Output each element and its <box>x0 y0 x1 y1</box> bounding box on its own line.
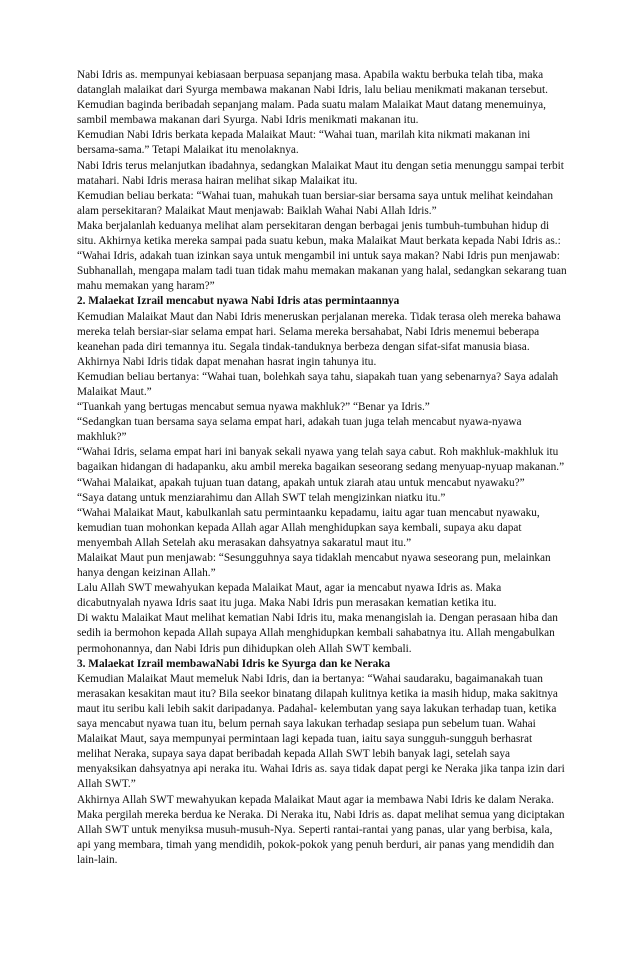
paragraph: Malaikat Maut pun menjawab: “Sesungguhnya saya tidaklah mencabut nyawa seseorang pun, melainkan hanya dengan keizinan Allah.” <box>77 552 551 580</box>
paragraph: Kemudian Nabi Idris berkata kepada Malaikat Maut: “Wahai tuan, marilah kita nikmati makanan ini bersama-sama.” Tetapi Malaikat itu menolaknya. <box>77 129 531 157</box>
paragraph: Kemudian beliau berkata: “Wahai tuan, mahukah tuan bersiar-siar bersama saya untuk melihat keindahan alam persekitaran? Malaikat Maut menjawab: Baiklah Wahai Nabi Allah Idris.” <box>77 189 553 217</box>
paragraph: “Wahai Malaikat, apakah tujuan tuan datang, apakah untuk ziarah atau untuk mencabut nyawaku?” <box>77 476 525 489</box>
paragraph: Akhirnya Allah SWT mewahyukan kepada Malaikat Maut agar ia membawa Nabi Idris ke dalam Neraka. Maka pergilah mereka berdua ke Neraka. Di Neraka itu, Nabi Idris as. dapat melihat semua yang diciptakan Allah SWT untuk menyiksa musuh-musuh-Nya. Seperti rantai-rantai yang panas, ular yang berbisa, kala, api yang membara, timah yang mendidih, pokok-pokok yang penuh berduri, air panas yang mendidih dan lain-lain. <box>77 793 565 866</box>
paragraph: Kemudian Malaikat Maut memeluk Nabi Idris, dan ia bertanya: “Wahai saudaraku, bagaimanakah tuan merasakan kesakitan maut itu? Bila seekor binatang dilapah kulitnya ketika ia masih hidup, maka sakitnya maut itu seribu kali lebih sakit daripadanya. Padahal- kelembutan yang saya lakukan terhadap tuan, ketika saya mencabut nyawa tuan itu, belum pernah saya lakukan terhadap sesiapa pun sebelum tuan. Wahai Malaikat Maut, saya mempunyai permintaan lagi kepada tuan, iaitu saya sungguh-sungguh berhasrat melihat Neraka, supaya saya dapat beribadah kepada Allah SWT lebih banyak lagi, setelah saya menyaksikan dahsyatnya api neraka itu. Wahai Idris as. saya tidak dapat pergi ke Neraka jika tanpa izin dari Allah SWT.” <box>77 672 565 791</box>
paragraph: Nabi Idris terus melanjutkan ibadahnya, sedangkan Malaikat Maut itu dengan setia menunggu sampai terbit matahari. Nabi Idris merasa hairan melihat sikap Malaikat itu. <box>77 159 564 187</box>
paragraph: Nabi Idris as. mempunyai kebiasaan berpuasa sepanjang masa. Apabila waktu berbuka telah tiba, maka datanglah malaikat dari Syurga membawa makanan Nabi Idris, lalu beliau menikmati makanan tersebut. <box>77 69 548 97</box>
section-heading-3: 3. Malaekat Izrail membawaNabi Idris ke Syurga dan ke Neraka <box>77 657 391 670</box>
paragraph: Maka berjalanlah keduanya melihat alam persekitaran dengan berbagai jenis tumbuh-tumbuhan hidup di situ. Akhirnya ketika mereka sampai pada suatu kebun, maka Malaikat Maut berkata kepada Nabi Idris as.: “Wahai Idris, adakah tuan izinkan saya untuk mengambil ini untuk saya makan? Nabi Idris pun menjawab: Subhanallah, mengapa malam tadi tuan tidak mahu memakan makanan yang halal, sedangkan sekarang tuan mahu memakan yang haram?” <box>77 219 567 293</box>
paragraph: Lalu Allah SWT mewahyukan kepada Malaikat Maut, agar ia mencabut nyawa Idris as. Maka dicabutnyalah nyawa Idris saat itu juga. Maka Nabi Idris pun merasakan kematian ketika itu. <box>77 582 502 610</box>
paragraph: Di waktu Malaikat Maut melihat kematian Nabi Idris itu, maka menangislah ia. Dengan perasaan hiba dan sedih ia bermohon kepada Allah supaya Allah menghidupkan kembali sahabatnya itu. Allah mengabulkan permohonannya, dan Nabi Idris pun dihidupkan oleh Allah SWT kembali. <box>77 612 558 655</box>
paragraph: Kemudian beliau bertanya: “Wahai tuan, bolehkah saya tahu, siapakah tuan yang sebenarnya? Saya adalah Malaikat Maut.” <box>77 370 559 398</box>
paragraph: “Saya datang untuk menziarahimu dan Allah SWT telah mengizinkan niatku itu.” <box>77 491 446 504</box>
paragraph: “Tuankah yang bertugas mencabut semua nyawa makhluk?” “Benar ya Idris.” <box>77 401 430 414</box>
section-heading-2: 2. Malaekat Izrail mencabut nyawa Nabi Idris atas permintaannya <box>77 295 400 308</box>
paragraph: “Sedangkan tuan bersama saya selama empat hari, adakah tuan juga telah mencabut nyawa-nyawa makhluk?” <box>77 416 522 444</box>
paragraph: “Wahai Malaikat Maut, kabulkanlah satu permintaanku kepadamu, iaitu agar tuan mencabut nyawaku, kemudian tuan mohonkan kepada Allah agar Allah menghidupkan saya kembali, supaya aku dapat menyembah Allah Setelah aku merasakan dahsyatnya sakaratul maut itu.” <box>77 506 540 549</box>
paragraph: Kemudian baginda beribadah sepanjang malam. Pada suatu malam Malaikat Maut datang menemuinya, sambil membawa makanan dari Syurga. Nabi Idris menikmati makanan itu. <box>77 99 546 127</box>
paragraph: Kemudian Malaikat Maut dan Nabi Idris meneruskan perjalanan mereka. Tidak terasa oleh mereka bahawa mereka telah bersiar-siar selama empat hari. Selama mereka bersahabat, Nabi Idris menemui beberapa keanehan pada diri temannya itu. Segala tindak-tanduknya berbeza dengan sifat-sifat manusia biasa. Akhirnya Nabi Idris tidak dapat menahan hasrat ingin tahunya itu. <box>77 310 561 368</box>
document-page <box>77 68 567 868</box>
paragraph: “Wahai Idris, selama empat hari ini banyak sekali nyawa yang telah saya cabut. Roh makhluk-makhluk itu bagaikan hidangan di hadapanku, aku ambil mereka bagaikan seseorang sedang menyuap-nyuap makanan.” <box>77 446 565 474</box>
